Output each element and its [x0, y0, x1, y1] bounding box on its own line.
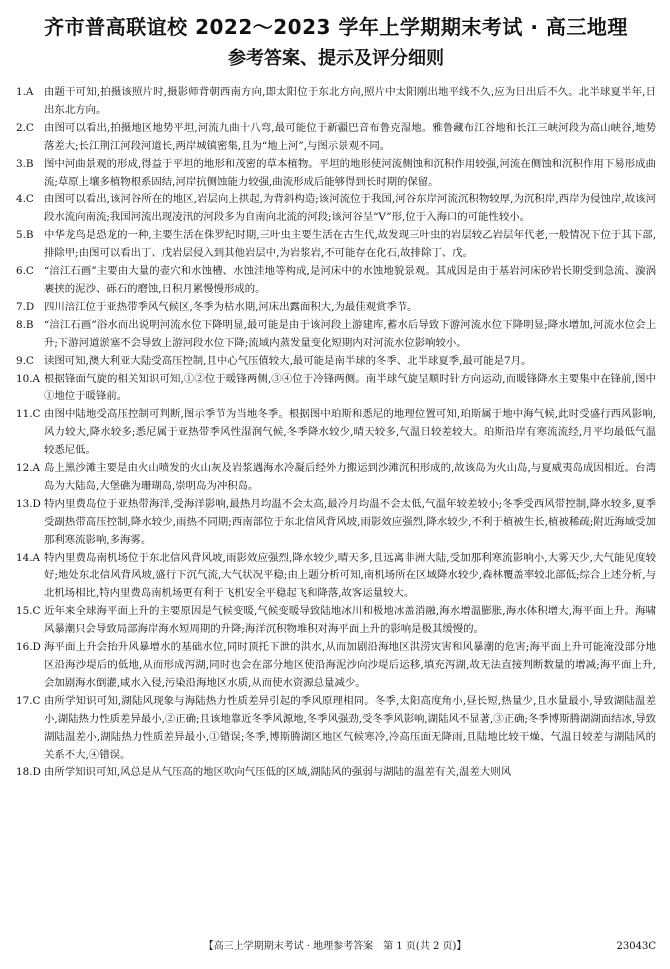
- answer-item: [16, 496, 656, 550]
- answer-explanation: 特内里费岛位于亚热带海洋,受海洋影响,最热月均温不会太高,最冷月均温不会太低,气温年较差较小;冬季受西风带控制,降水较多,夏季受副热带高压控制,降水较少,雨热不同期;西南部位于东北信风背风坡,雨影效应强烈,降水较少,不利于植被生长,植被稀疏;附近海域受加那利寒流影响,多海雾。: [44, 497, 656, 546]
- answer-item: [16, 156, 656, 192]
- answer-item: [16, 764, 656, 782]
- answer-number: 5.B: [16, 229, 34, 242]
- answer-number: 7.D: [16, 300, 35, 313]
- answer-number: 11.C: [16, 408, 41, 421]
- answer-explanation: 根据锋面气旋的相关知识可知,①②位于暖锋两侧,③④位于冷锋两侧。南半球气旋呈顺时针方向运动,而暖锋降水主要集中在锋前,图中①地位于暖锋前。: [44, 372, 656, 403]
- answer-item: [16, 353, 656, 371]
- answer-number: 13.D: [16, 497, 41, 510]
- answer-number: 10.A: [16, 372, 41, 385]
- answer-item: [16, 406, 656, 460]
- page-subtitle: 参考答案、提示及评分细则: [228, 48, 444, 69]
- answer-explanation: 中华龙鸟是恐龙的一种,主要生活在侏罗纪时期,三叶虫主要生活在古生代,故发现三叶虫的岩层较乙岩层年代老,一般情况下位于其下部,排除甲;由图可以看出丁、戊岩层侵入到其他岩层中,为岩浆岩,不可能存在化石,故排除丁、戊。: [44, 229, 656, 260]
- answer-number: 12.A: [16, 462, 41, 475]
- answer-number: 9.C: [16, 354, 34, 367]
- footer-page-info: 【高三上学期期末考试 · 地理参考答案 第 1 页(共 2 页)】: [203, 941, 467, 952]
- page-title: 齐市普高联谊校 2022～2023 学年上学期期末考试 · 高三地理: [44, 15, 628, 39]
- answer-number: 3.B: [16, 157, 34, 170]
- answer-item: [16, 371, 656, 407]
- answer-explanation: 海平面上升会抬升风暴增水的基础水位,同时顶托下泄的洪水,从而加剧沿海地区洪涝灾害和风暴潮的危害;海平面上升可能淹没部分地区沿海沙堤后的低地,从而形成泻湖,同时也会在部分地区使沿海泥沙向沙堤后运移,填充泻湖,故无法直接判断数量的增减;海平面上升,会加剧海水倒灌,咸水入侵,污染沿海地区水质,从而使水资源总量减少。: [44, 641, 656, 689]
- answer-explanation: 特内里费岛南机场位于东北信风背风坡,雨影效应强烈,降水较少,晴天多,且远离非洲大陆,受加那利寒流影响小,大雾天少,大气能见度较好;地处东北信风背风坡,盛行下沉气流,大气状况平稳;由上题分析可知,南机场所在区域降水较少,森林覆盖率较北部低;综合上述分析,与北机场相比,特内里费岛南机场更有利于飞机安全平稳起飞和降落,故客运量较大。: [44, 551, 656, 600]
- answer-explanation: 近年来全球海平面上升的主要原因是气候变暖,气候变暖导致陆地冰川和极地冰盖消融,海水增温膨胀,海水体积增大,海平面上升。海啸风暴潮只会导致局部海岸海水短周期的升降;海洋沉积物堆积对海平面上升的影响是极其缓慢的。: [44, 605, 656, 636]
- answer-item: [16, 120, 656, 156]
- footer-code: 23043C: [616, 941, 656, 952]
- answer-number: 8.B: [16, 318, 34, 331]
- answer-explanation: 四川涪江位于亚热带季风气候区,冬季为枯水期,河床出露面积大,为最佳观赏季节。: [44, 300, 418, 313]
- answer-explanation: “涪江石画”主要由大量的壶穴和水蚀槽、水蚀洼地等构成,是河床中的水蚀地貌景观。其成因是由于基岩河床砂岩长期受到急流、漩涡裹挟的泥沙、砾石的磨蚀,日积月累慢慢形成的。: [44, 265, 656, 295]
- answer-item: [16, 191, 656, 227]
- answer-number: 16.D: [16, 641, 41, 654]
- answer-number: 15.C: [16, 605, 41, 618]
- answer-number: 6.C: [16, 265, 34, 278]
- answer-list: [16, 84, 656, 782]
- answer-explanation: 由图可以看出,拍摄地区地势平坦,河流九曲十八弯,最可能位于新疆巴音布鲁克湿地。雅鲁藏布江谷地和长江三峡河段为高山峡谷,地势落差大;长江荆江河段河道长,两岸城镇密集,且为“地上河”,与图示景观不同。: [44, 121, 656, 152]
- answer-item: [16, 227, 656, 263]
- answer-explanation: 由图可以看出,该河谷所在的地区,岩层向上拱起,为背斜构造;该河流位于我国,河谷东岸河流沉积物较厚,为沉积岸,西岸为侵蚀岸,故该河段水流向南流;我国河流出现凌汛的河段多为自南向北流的河段;该河谷呈“V”形,位于入海口的可能性较小。: [44, 193, 656, 224]
- answer-number: 14.A: [16, 551, 41, 564]
- answer-explanation: 岛上黑沙滩主要是由火山喷发的火山灰及岩浆遇海水冷凝后经外力搬运到沙滩沉积形成的,故该岛为火山岛,与夏威夷岛成因相近。台湾岛为大陆岛,大堡礁为珊瑚岛,崇明岛为冲积岛。: [44, 462, 656, 492]
- answer-explanation: 读图可知,澳大利亚大陆受高压控制,且中心气压值较大,最可能是南半球的冬季、北半球夏季,最可能是7月。: [44, 354, 532, 367]
- answer-item: [16, 84, 656, 120]
- answer-item: [16, 263, 656, 299]
- answer-explanation: 由图中陆地受高压控制可判断,图示季节为当地冬季。根据图中珀斯和悉尼的地理位置可知,珀斯属于地中海气候,此时受盛行西风影响,风力较大,降水较多;悉尼属于亚热带季风性湿润气候,冬季降水较少,晴天较多,气温日较差较大。珀斯沿岸有寒流流经,月平均最低气温较悉尼低。: [44, 408, 656, 457]
- answer-number: 4.C: [16, 193, 34, 206]
- answer-item: [16, 299, 656, 317]
- answer-item: [16, 693, 656, 765]
- answer-explanation: 由所学知识可知,湖陆风现象与海陆热力性质差异引起的季风原理相同。冬季,太阳高度角小,昼长短,热量少,且水量最小,导致湖陆温差小,湖陆热力性质差异最小,②正确;且该地靠近冬季风源地,冬季风强劲,受冬季风影响,湖陆风不显著,③正确;冬季博斯腾湖湖面结冰,导致湖陆温差小,湖陆热力性质差异最小,①错误;冬季,博斯腾湖区地区气候寒冷,冷高压面无降雨,且陆地比较干燥、气温日较差与湖陆风的关系不大,④错误。: [44, 694, 656, 761]
- answer-item: [16, 550, 656, 604]
- answer-item: [16, 460, 656, 496]
- answer-number: 1.A: [16, 86, 34, 98]
- answer-explanation: 由题干可知,拍摄该照片时,摄影师背朝西南方向,即太阳位于东北方向,照片中太阳刚出地平线不久,应为日出后不久。北半球夏半年,日出东北方向。: [44, 86, 656, 116]
- answer-number: 2.C: [16, 121, 34, 134]
- answer-number: 17.C: [16, 694, 41, 707]
- answer-item: [16, 603, 656, 639]
- answer-number: 18.D: [16, 766, 41, 779]
- answer-item: [16, 639, 656, 693]
- answer-explanation: 由所学知识可知,风总是从气压高的地区吹向气压低的区域,湖陆风的强弱与湖陆的温差有关,温差大则风: [44, 766, 512, 779]
- answer-explanation: “涪江石画”浴水而出说明河流水位下降明显,最可能是由于该河段上游建库,蓄水后导致下游河流水位下降明显;降水增加,河流水位会上升;下游河道淤塞不会导致上游河段水位下降;流域内蒸发量变化短期内对河流水位影响较小。: [44, 318, 656, 349]
- answer-explanation: 图中河曲景观的形成,得益于平坦的地形和茂密的草本植物。平坦的地形使河流侧蚀和沉积作用较强,河流在侧蚀和沉积作用下易形成曲流;草原上壤多植物根系固结,河岸抗侧蚀能力较强,曲流形成后能够得到长时期的保留。: [44, 157, 656, 188]
- answer-item: [16, 317, 656, 353]
